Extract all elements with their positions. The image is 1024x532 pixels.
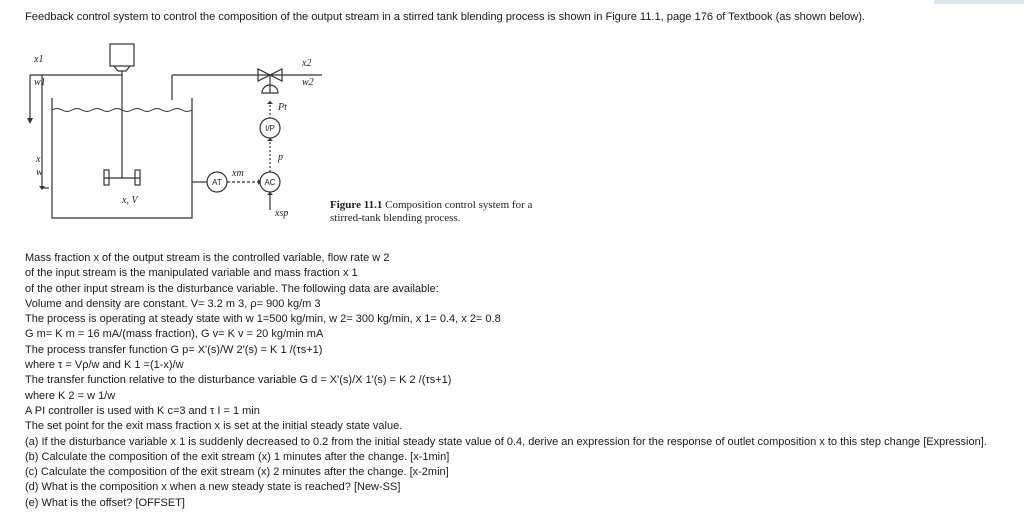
text-line: The set point for the exit mass fraction x is set at the initial steady state value.: [25, 420, 403, 433]
text-line: G m= K m = 16 mA/(mass fraction), G v= K v = 20 kg/min mA: [25, 328, 324, 341]
text-line: The process is operating at steady state with w 1=500 kg/min, w 2= 300 kg/min, x 1= 0.4, x 2= 0.8: [25, 313, 501, 326]
window-top-bar: [934, 0, 1024, 4]
label-x: x: [36, 154, 41, 165]
stream1-arrow-icon: [27, 118, 33, 124]
problem-text: [25, 251, 1024, 511]
label-xsp: xsp: [275, 208, 289, 219]
label-xv: x, V: [122, 195, 138, 206]
question-c: (c) Calculate the composition of the exit stream (x) 2 minutes after the change. [x-2min]: [25, 466, 449, 479]
figure-caption: [330, 199, 532, 225]
label-at: AT: [212, 178, 222, 187]
label-p: p: [278, 152, 283, 163]
text-line: where τ = Vρ/w and K 1 =(1-x)/w: [25, 359, 184, 372]
label-w: w: [36, 167, 43, 178]
caption-line1: Composition control system for a: [385, 199, 533, 211]
caption-number: Figure 11.1: [330, 199, 383, 211]
caption-line2: stirred-tank blending process.: [330, 212, 461, 224]
question-a: (a) If the disturbance variable x 1 is suddenly decreased to 0.2 from the initial steady state value of 0.4, derive an expression for the response of outlet composition x to this step change [Expression].: [25, 435, 987, 448]
text-line: The process transfer function G p= X'(s)/W 2'(s) = K 1 /(τs+1): [25, 343, 323, 356]
question-e: (e) What is the offset? [OFFSET]: [25, 496, 185, 509]
label-ip: I/P: [265, 124, 275, 133]
label-xm: xm: [232, 168, 244, 179]
label-pt: Pt: [278, 102, 287, 113]
text-line: Volume and density are constant. V= 3.2 m 3, ρ= 900 kg/m 3: [25, 297, 321, 310]
label-x2: x2: [302, 58, 312, 69]
question-b: (b) Calculate the composition of the exit stream (x) 1 minutes after the change. [x-1min]: [25, 450, 450, 463]
label-w2: w2: [302, 77, 314, 88]
label-w1: w1: [34, 77, 46, 88]
question-d: (d) What is the composition x when a new steady state is reached? [New-SS]: [25, 481, 401, 494]
text-line: where K 2 = w 1/w: [25, 389, 116, 402]
text-line: A PI controller is used with K c=3 and τ I = 1 min: [25, 404, 260, 417]
blending-process-diagram: [22, 38, 322, 223]
text-line: of the other input stream is the disturbance variable. The following data are available:: [25, 282, 439, 295]
text-line: Mass fraction x of the output stream is the controlled variable, flow rate w 2: [25, 252, 390, 264]
intro-text: Feedback control system to control the composition of the output stream in a stirred tank blending process is shown in Figure 11.1, page 176 of Textbook (as shown below).: [25, 11, 865, 23]
motor-box: [110, 44, 134, 66]
text-line: The transfer function relative to the disturbance variable G d = X'(s)/X 1'(s) = K 2 /(τs+1): [25, 374, 452, 387]
label-ac: AC: [264, 178, 276, 187]
text-line: of the input stream is the manipulated variable and mass fraction x 1: [25, 267, 358, 280]
label-x1: x1: [34, 54, 44, 65]
